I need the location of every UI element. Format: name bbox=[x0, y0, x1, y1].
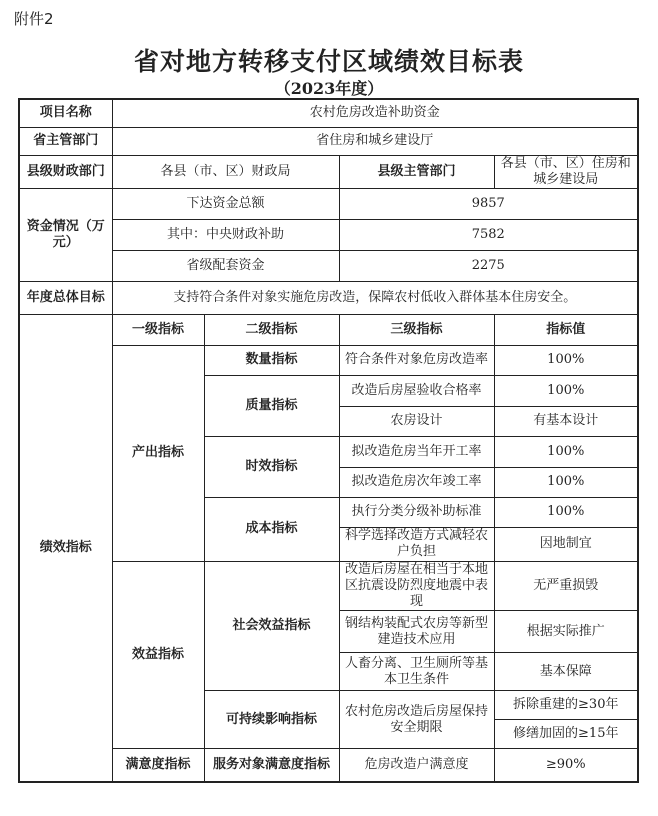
indicator-value: 100% bbox=[494, 376, 638, 407]
county-authority-value: 各县（市、区）住房和城乡建设局 bbox=[494, 155, 638, 189]
indicator-value: 修缮加固的≥15年 bbox=[494, 720, 638, 749]
funds-item-value: 9857 bbox=[339, 189, 638, 220]
indicator-name: 科学选择改造方式减轻农户负担 bbox=[339, 528, 494, 562]
indicator-value: 100% bbox=[494, 346, 638, 376]
indicator-name: 危房改造户满意度 bbox=[339, 749, 494, 782]
indicator-name: 拟改造危房当年开工率 bbox=[339, 437, 494, 468]
indicator-name: 改造后房屋在相当于本地区抗震设防烈度地震中表现 bbox=[339, 561, 494, 611]
funds-item-value: 7582 bbox=[339, 220, 638, 251]
funds-item-value: 2275 bbox=[339, 251, 638, 282]
output-indicators-label: 产出指标 bbox=[112, 346, 204, 562]
indicator-value: ≥90% bbox=[494, 749, 638, 782]
indicator-name: 人畜分离、卫生厕所等基本卫生条件 bbox=[339, 653, 494, 691]
indicator-value: 100% bbox=[494, 468, 638, 498]
project-name-label: 项目名称 bbox=[19, 99, 112, 127]
county-authority-label: 县级主管部门 bbox=[339, 155, 494, 189]
indicator-value: 100% bbox=[494, 498, 638, 528]
provincial-dept-label: 省主管部门 bbox=[19, 127, 112, 155]
indicator-name: 符合条件对象危房改造率 bbox=[339, 346, 494, 376]
indicator-value: 100% bbox=[494, 437, 638, 468]
indicator-value: 无严重损毁 bbox=[494, 561, 638, 611]
performance-indicators-label: 绩效指标 bbox=[19, 315, 112, 782]
header-level3: 三级指标 bbox=[339, 315, 494, 346]
header-value: 指标值 bbox=[494, 315, 638, 346]
indicator-name: 执行分类分级补助标准 bbox=[339, 498, 494, 528]
indicator-value: 拆除重建的≥30年 bbox=[494, 691, 638, 720]
indicator-row bbox=[19, 561, 638, 611]
funds-label: 资金情况（万元） bbox=[19, 189, 112, 282]
county-finance-value: 各县（市、区）财政局 bbox=[112, 155, 339, 189]
social-benefit-indicator-label: 社会效益指标 bbox=[204, 561, 339, 691]
indicator-row bbox=[19, 346, 638, 376]
indicator-name: 农村危房改造后房屋保持安全期限 bbox=[339, 691, 494, 749]
annual-goal-label: 年度总体目标 bbox=[19, 282, 112, 315]
county-finance-label: 县级财政部门 bbox=[19, 155, 112, 189]
goal-row bbox=[19, 282, 638, 315]
attachment-label: 附件2 bbox=[14, 10, 54, 28]
county-row bbox=[19, 155, 638, 189]
timeliness-indicator-label: 时效指标 bbox=[204, 437, 339, 498]
funds-item-name: 省级配套资金 bbox=[112, 251, 339, 282]
indicator-value: 根据实际推广 bbox=[494, 611, 638, 653]
header-level2: 二级指标 bbox=[204, 315, 339, 346]
indicator-name: 钢结构装配式农房等新型建造技术应用 bbox=[339, 611, 494, 653]
indicator-name: 拟改造危房次年竣工率 bbox=[339, 468, 494, 498]
service-satisfaction-indicator-label: 服务对象满意度指标 bbox=[204, 749, 339, 782]
funds-row bbox=[19, 251, 638, 282]
funds-item-name: 下达资金总额 bbox=[112, 189, 339, 220]
quality-indicator-label: 质量指标 bbox=[204, 376, 339, 437]
annual-goal-value: 支持符合条件对象实施危房改造，保障农村低收入群体基本住房安全。 bbox=[112, 282, 638, 315]
funds-item-name: 其中：中央财政补助 bbox=[112, 220, 339, 251]
project-name-value: 农村危房改造补助资金 bbox=[112, 99, 638, 127]
indicator-name: 改造后房屋验收合格率 bbox=[339, 376, 494, 407]
indicator-row bbox=[19, 749, 638, 782]
dept-row bbox=[19, 127, 638, 155]
indicator-value: 因地制宜 bbox=[494, 528, 638, 562]
provincial-dept-value: 省住房和城乡建设厅 bbox=[112, 127, 638, 155]
funds-row bbox=[19, 189, 638, 220]
performance-target-table bbox=[18, 98, 639, 783]
sustainability-indicator-label: 可持续影响指标 bbox=[204, 691, 339, 749]
indicator-header-row bbox=[19, 315, 638, 346]
header-level1: 一级指标 bbox=[112, 315, 204, 346]
benefit-indicators-label: 效益指标 bbox=[112, 561, 204, 749]
funds-row bbox=[19, 220, 638, 251]
indicator-value: 有基本设计 bbox=[494, 407, 638, 437]
page-subtitle: （2023年度） bbox=[274, 79, 384, 98]
quantity-indicator-label: 数量指标 bbox=[204, 346, 339, 376]
indicator-name: 农房设计 bbox=[339, 407, 494, 437]
indicator-value: 基本保障 bbox=[494, 653, 638, 691]
satisfaction-indicators-label: 满意度指标 bbox=[112, 749, 204, 782]
page-title: 省对地方转移支付区域绩效目标表 bbox=[133, 47, 524, 76]
cost-indicator-label: 成本指标 bbox=[204, 498, 339, 562]
project-row bbox=[19, 99, 638, 127]
